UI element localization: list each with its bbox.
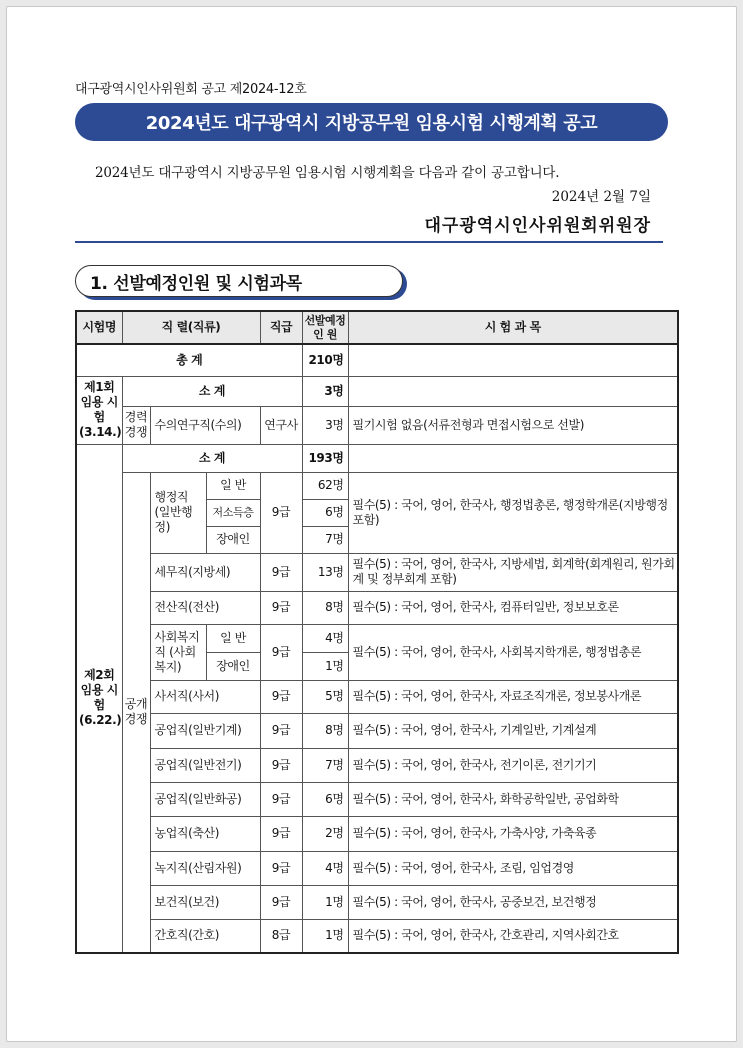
position: 세무직(지방세)	[150, 553, 260, 591]
signer: 대구광역시인사위원회위원장	[424, 216, 651, 236]
table-row	[76, 885, 678, 919]
grade: 9급	[260, 748, 302, 782]
subjects: 필수(5) : 국어, 영어, 한국사, 기계일반, 기계설계	[348, 713, 678, 748]
table-row	[76, 624, 678, 652]
exam2-subtotal: 193명	[302, 444, 348, 472]
subjects: 필수(5) : 국어, 영어, 한국사, 가축사양, 가축육종	[348, 816, 678, 851]
table-row	[76, 816, 678, 851]
grade: 9급	[260, 472, 302, 553]
notice-date: 2024년 2월 7일	[551, 189, 651, 205]
exam1-type: 경력 경쟁	[122, 406, 150, 444]
section-heading	[75, 265, 403, 297]
subjects: 필기시험 없음(서류전형과 면접시험으로 선발)	[348, 406, 678, 444]
exam2-subtotal-label: 소 계	[122, 444, 302, 472]
subjects: 필수(5) : 국어, 영어, 한국사, 공중보건, 보건행정	[348, 885, 678, 919]
count: 7명	[302, 526, 348, 553]
header-position: 직 렬(직류)	[122, 311, 260, 344]
empty-cell	[348, 376, 678, 406]
header-grade: 직급	[260, 311, 302, 344]
subjects: 필수(5) : 국어, 영어, 한국사, 컴퓨터일반, 정보보호론	[348, 591, 678, 624]
header-subjects: 시 험 과 목	[348, 311, 678, 344]
count: 7명	[302, 748, 348, 782]
grade: 9급	[260, 782, 302, 816]
count: 2명	[302, 816, 348, 851]
count: 3명	[302, 406, 348, 444]
total-row	[76, 344, 678, 376]
sub-category: 장애인	[206, 652, 260, 680]
position: 농업직(축산)	[150, 816, 260, 851]
intro-text: 2024년도 대구광역시 지방공무원 임용시험 시행계획을 다음과 같이 공고합니다.	[95, 165, 560, 181]
grade: 9급	[260, 885, 302, 919]
header-count: 선발예정 인 원	[302, 311, 348, 344]
count: 62명	[302, 472, 348, 499]
position: 전산직(전산)	[150, 591, 260, 624]
sub-category: 저소득층	[206, 499, 260, 526]
exam2-type: 공개 경쟁	[122, 472, 150, 953]
grade: 9급	[260, 624, 302, 680]
exam1-subtotal-row	[76, 376, 678, 406]
table-row	[76, 748, 678, 782]
total-label: 총 계	[76, 344, 302, 376]
count: 1명	[302, 652, 348, 680]
position: 사회복지직 (사회복지)	[150, 624, 206, 680]
sub-category: 일 반	[206, 624, 260, 652]
exam1-subtotal-label: 소 계	[122, 376, 302, 406]
grade: 9급	[260, 553, 302, 591]
empty-cell	[348, 444, 678, 472]
table-header-row	[76, 311, 678, 344]
position: 공업직(일반화공)	[150, 782, 260, 816]
exam2-subtotal-row	[76, 444, 678, 472]
table-row	[76, 472, 678, 499]
table-row	[76, 713, 678, 748]
table-row	[76, 851, 678, 885]
count: 8명	[302, 591, 348, 624]
document-title-banner	[75, 103, 668, 141]
count: 5명	[302, 680, 348, 713]
sub-category: 일 반	[206, 472, 260, 499]
subjects: 필수(5) : 국어, 영어, 한국사, 전기이론, 전기기기	[348, 748, 678, 782]
table-row	[76, 591, 678, 624]
header-exam: 시험명	[76, 311, 122, 344]
position: 보건직(보건)	[150, 885, 260, 919]
count: 1명	[302, 885, 348, 919]
count: 1명	[302, 919, 348, 953]
grade: 9급	[260, 713, 302, 748]
position: 공업직(일반전기)	[150, 748, 260, 782]
position: 간호직(간호)	[150, 919, 260, 953]
subjects: 필수(5) : 국어, 영어, 한국사, 간호관리, 지역사회간호	[348, 919, 678, 953]
subjects: 필수(5) : 국어, 영어, 한국사, 지방세법, 회계학(회계원리, 원가회계 및 정부회계 포함)	[348, 553, 678, 591]
grade: 9급	[260, 816, 302, 851]
table-row	[76, 782, 678, 816]
count: 13명	[302, 553, 348, 591]
table-row	[76, 919, 678, 953]
position: 수의연구직(수의)	[150, 406, 260, 444]
document-title: 2024년도 대구광역시 지방공무원 임용시험 시행계획 공고	[145, 113, 598, 134]
grade: 8급	[260, 919, 302, 953]
count: 6명	[302, 782, 348, 816]
grade: 9급	[260, 591, 302, 624]
divider	[75, 241, 663, 243]
count: 4명	[302, 851, 348, 885]
count: 6명	[302, 499, 348, 526]
subjects: 필수(5) : 국어, 영어, 한국사, 화학공학일반, 공업화학	[348, 782, 678, 816]
recruitment-table	[75, 310, 679, 954]
exam1-subtotal: 3명	[302, 376, 348, 406]
position: 공업직(일반기계)	[150, 713, 260, 748]
position: 사서직(사서)	[150, 680, 260, 713]
total-count: 210명	[302, 344, 348, 376]
count: 8명	[302, 713, 348, 748]
section-title: 1. 선발예정인원 및 시험과목	[90, 273, 302, 294]
notice-number: 대구광역시인사위원회 공고 제2024-12호	[75, 82, 307, 97]
table-row	[76, 680, 678, 713]
subjects: 필수(5) : 국어, 영어, 한국사, 자료조직개론, 정보봉사개론	[348, 680, 678, 713]
position: 녹지직(산림자원)	[150, 851, 260, 885]
grade: 9급	[260, 680, 302, 713]
exam2-name: 제2회 임용 시험 (6.22.)	[76, 444, 122, 953]
grade: 연구사	[260, 406, 302, 444]
subjects: 필수(5) : 국어, 영어, 한국사, 조림, 임업경영	[348, 851, 678, 885]
table-row	[76, 406, 678, 444]
position: 행정직 (일반행정)	[150, 472, 206, 553]
sub-category: 장애인	[206, 526, 260, 553]
total-subjects	[348, 344, 678, 376]
subjects: 필수(5) : 국어, 영어, 한국사, 행정법총론, 행정학개론(지방행정 포함)	[348, 472, 678, 553]
grade: 9급	[260, 851, 302, 885]
table-row	[76, 553, 678, 591]
exam1-name: 제1회 임용 시험 (3.14.)	[76, 376, 122, 444]
subjects: 필수(5) : 국어, 영어, 한국사, 사회복지학개론, 행정법총론	[348, 624, 678, 680]
count: 4명	[302, 624, 348, 652]
